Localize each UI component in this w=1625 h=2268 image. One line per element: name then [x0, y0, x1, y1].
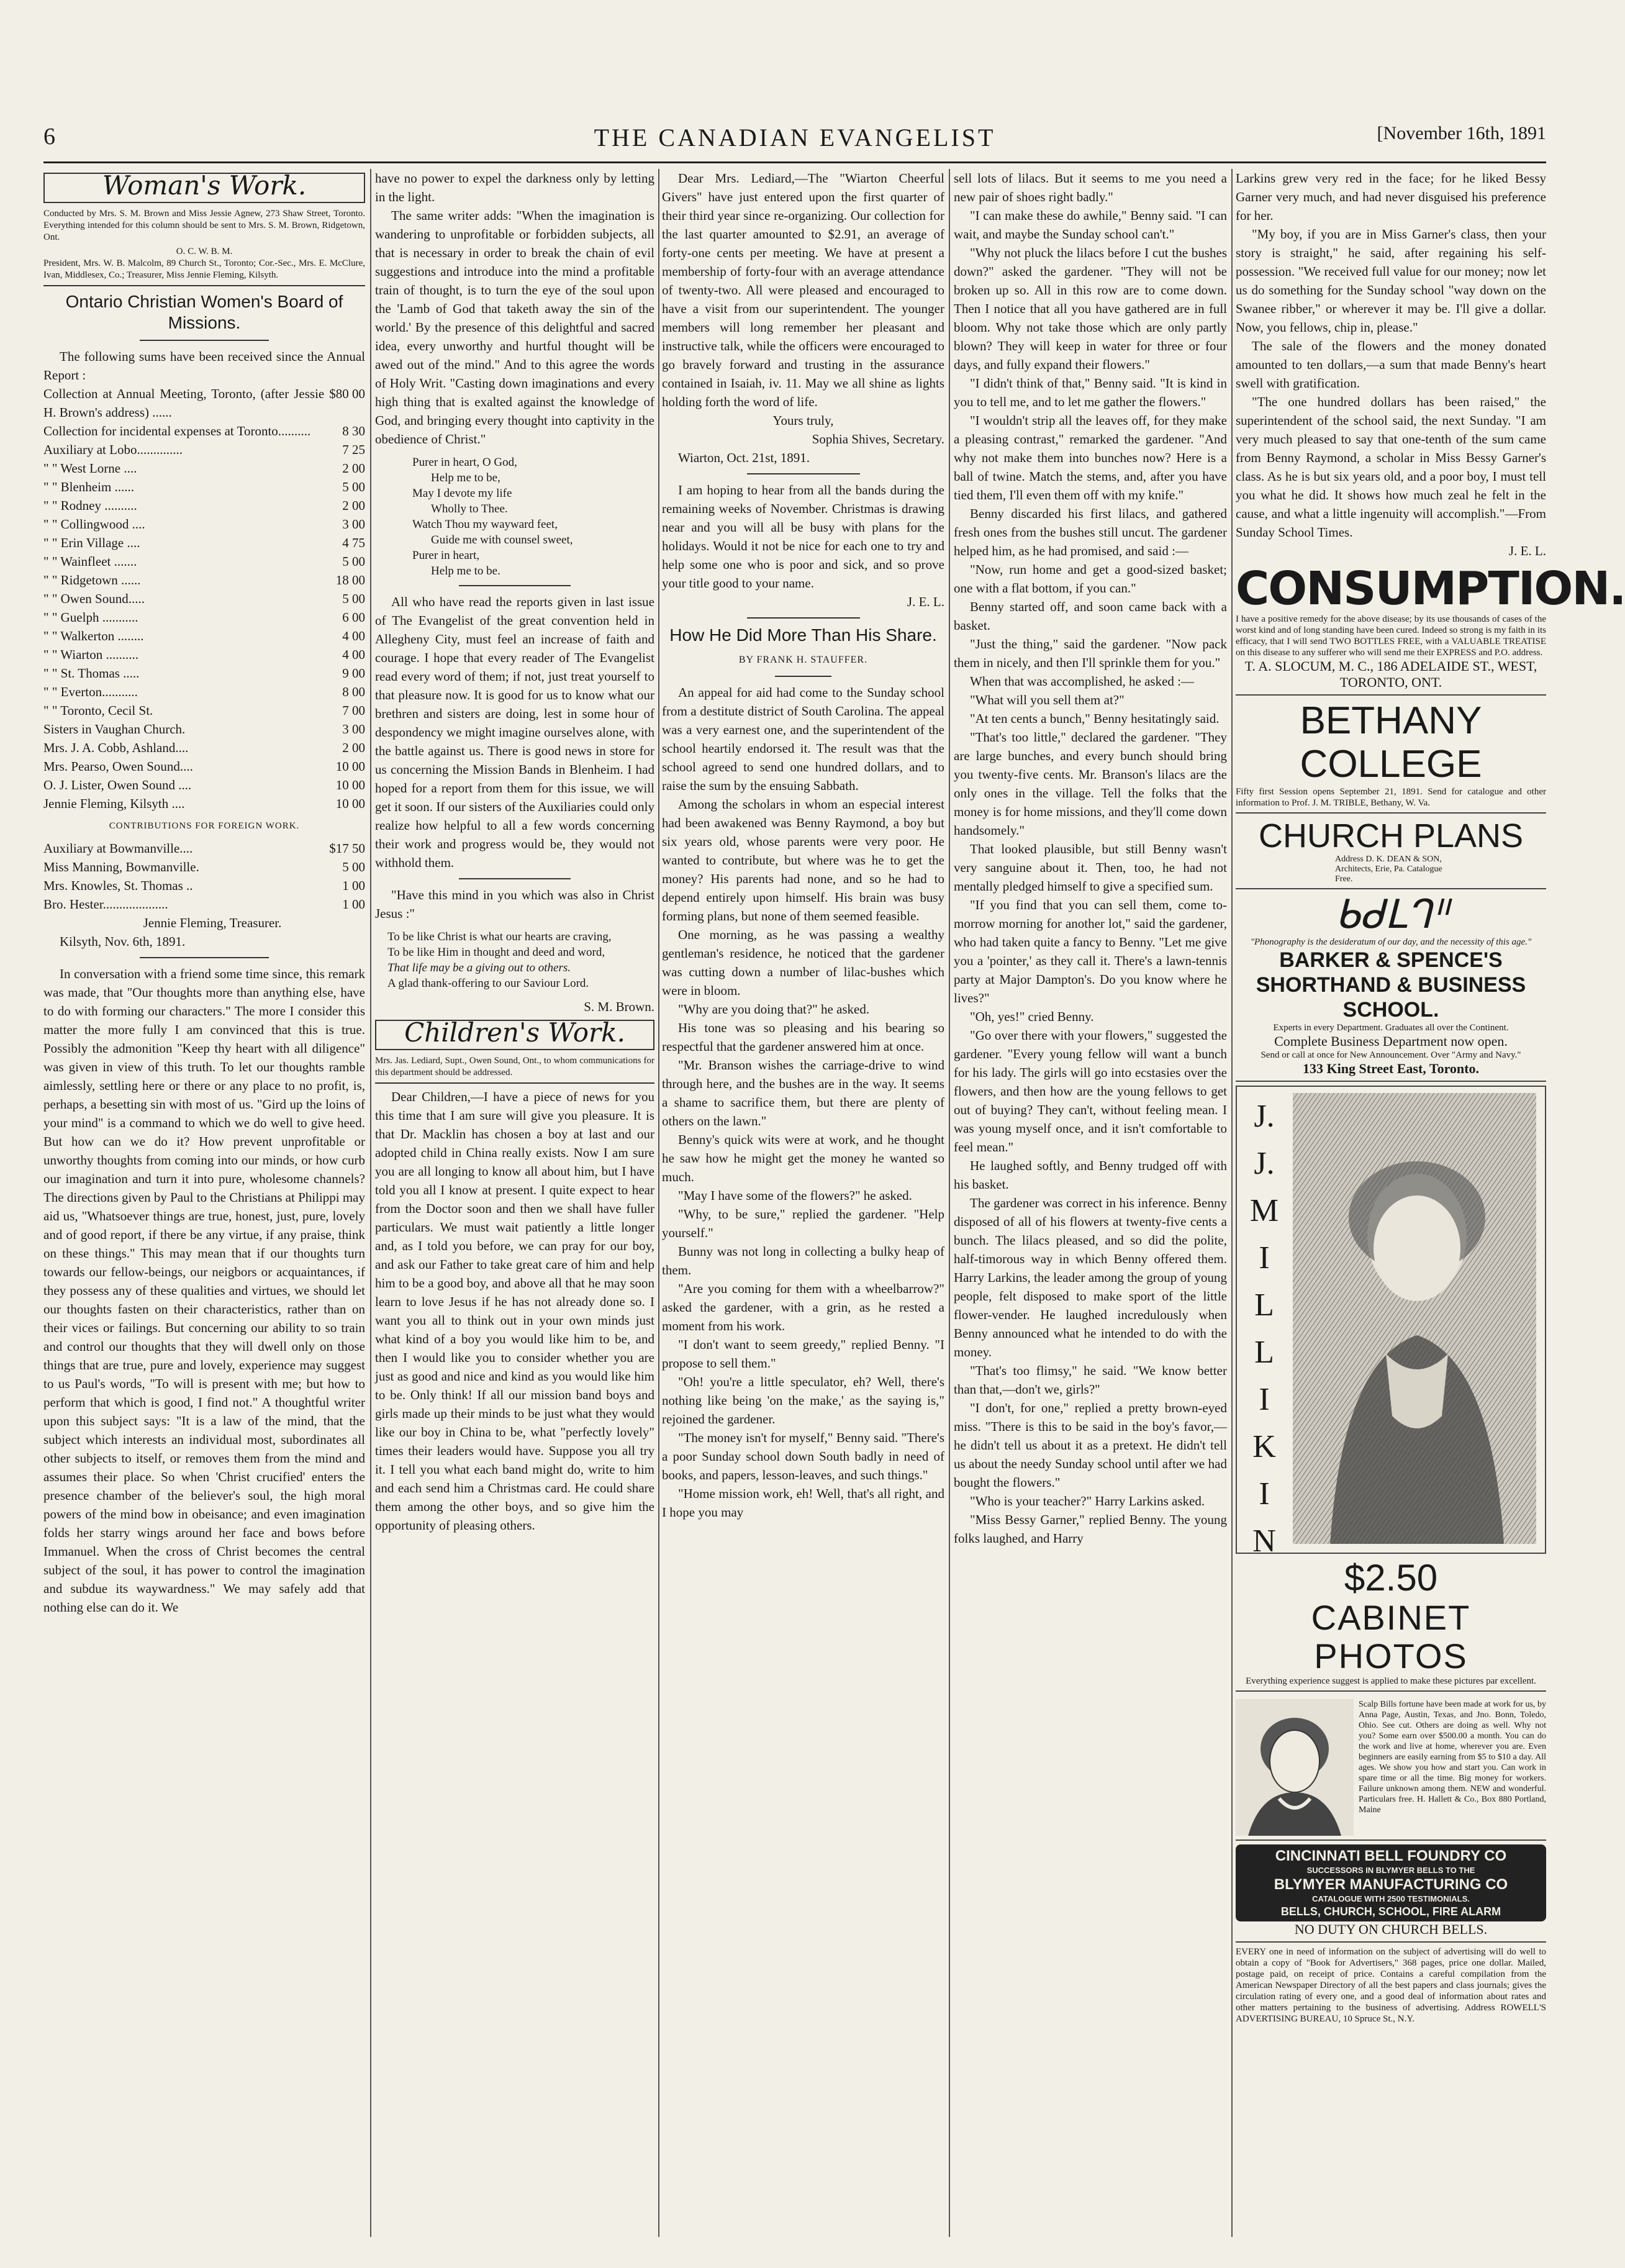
ad-headline: SHORTHAND & BUSINESS SCHOOL. [1256, 973, 1526, 1022]
story-paragraph: sell lots of lilacs. But it seems to me you need a new pair of shoes right badly." [954, 171, 1227, 204]
ad-headline: CINCINNATI BELL FOUNDRY CO [1275, 1848, 1507, 1864]
poem-line: Help me to be, [431, 471, 500, 484]
receipt-row [43, 720, 365, 738]
receipt-row [43, 776, 365, 794]
ad-headline: CABINET PHOTOS [1311, 1598, 1471, 1676]
receipt-amount: 10 00 [335, 796, 365, 811]
ad-headline: BETHANY COLLEGE [1300, 699, 1482, 786]
receipt-amount: 10 00 [335, 778, 365, 792]
receipt-row [43, 384, 365, 422]
receipt-amount: 18 00 [335, 573, 365, 587]
name-letter: I [1259, 1382, 1270, 1417]
story-paragraph: "I wouldn't strip all the leaves off, for they make a pleasing contrast," remarked the gardener. "And why not make them into bunches now? Here is a ball of twine. Match the stems, and, after you have tied them, I'll even them off with my knife." [954, 413, 1227, 502]
poem-line: May I devote my life [412, 487, 512, 500]
poem-line: Help me to be. [431, 565, 500, 578]
story-paragraph: Among the scholars in whom an especial interest had been awakened was Benny Raymond, a boy but six years old, whose parents were very poor. He wanted to contribute, but where was he to get the money? His parents had none, and so he had to depend entirely upon himself. His brain was busy forming plans, but none of them seemed feasible. [662, 797, 944, 923]
receipt-label: " " Walkerton ........ [43, 628, 144, 643]
receipt-amount: 8 30 [342, 424, 365, 438]
story-paragraph: "Are you coming for them with a wheelbarrow?" asked the gardener, with a grin, as he rested a moment from his work. [662, 1281, 944, 1333]
poem-line: A glad thank-offering to our Saviour Lord. [387, 977, 589, 990]
receipt-row [43, 738, 365, 757]
column-1 [43, 169, 365, 2237]
page-number: 6 [43, 124, 55, 150]
board-title: Ontario Christian Women's Board of Missions. [65, 292, 343, 332]
officers-note: President, Mrs. W. B. Malcolm, 89 Church St., Toronto; Cor.-Sec., Mrs. E. McClure, Ivan, Middlesex, Co.; Treasurer, Miss Jennie Fleming, Kilsyth. [43, 258, 365, 280]
ad-headline: CHURCH PLANS [1258, 817, 1524, 855]
newspaper-title: THE CANADIAN EVANGELIST [594, 124, 996, 152]
receipt-label: Sisters in Vaughan Church. [43, 722, 186, 737]
woman-portrait-image [1236, 1699, 1354, 1836]
ad-body: CATALOGUE WITH 2500 TESTIMONIALS. [1312, 1894, 1470, 1903]
receipt-amount: 7 00 [342, 703, 365, 718]
column-divider [370, 169, 371, 2237]
receipt-label: " " Rodney .......... [43, 498, 137, 513]
receipt-amount: 4 00 [342, 628, 365, 643]
receipt-row [43, 794, 365, 813]
story-paragraph: "That's too flimsy," he said. "We know better than that,—don't we, girls?" [954, 1363, 1227, 1397]
conducted-note: Conducted by Mrs. S. M. Brown and Miss Jessie Agnew, 273 Shaw Street, Toronto. Everything intended for this column should be sent to Mrs. S. M. Brown, Ridgetown, Ont. [43, 209, 365, 242]
name-letter: K [1252, 1429, 1276, 1464]
receipt-label: " " Guelph ........... [43, 610, 138, 625]
column-divider [949, 169, 950, 2237]
receipt-label: " " Everton........... [43, 684, 138, 699]
receipt-label: " " Wiarton .......... [43, 647, 138, 662]
ad-body: Fifty first Session opens September 21, 1891. Send for catalogue and other information to Prof. J. M. TRIBLE, Bethany, W. Va. [1236, 787, 1546, 808]
receipt-label: Auxiliary at Lobo.............. [43, 442, 183, 457]
story-paragraph: "Why, to be sure," replied the gardener. "Help yourself." [662, 1207, 944, 1240]
receipt-amount: 8 00 [342, 684, 365, 699]
letter-date: Wiarton, Oct. 21st, 1891. [678, 450, 810, 465]
receipt-label: Collection at Annual Meeting, Toronto, (after Jessie H. Brown's address) ...... [43, 386, 325, 420]
ad-body: NO DUTY ON CHURCH BELLS. [1294, 1921, 1488, 1937]
article-paragraph: have no power to expel the darkness only by letting in the light. [375, 171, 654, 204]
receipt-label: Miss Manning, Bowmanville. [43, 860, 199, 874]
name-letter: M [1249, 1193, 1279, 1228]
article-paragraph: In conversation with a friend some time since, this remark was made, that "Our thoughts more than anything else, have to do with forming our characters." The more I consider this matter the more fully I am convinced that this is true. Possibly the admonition "Keep thy heart with all diligence" was given in view of this truth. To let our thoughts ramble aimlessly, settling here or there or any place to no profit, is, perhaps, a besetting sin with most of us. "Gird up the loins of your mind" is a command to which we do well to give heed. But how can we do it? How prevent unprofitable or unworthy thoughts from coming into our minds, or how curb our imagination and turn it into pure, wholesome channels? The directions given by Paul to the Christians at Philippi may aid us, "Whatsoever things are true, honest, just, pure, lovely and of good report, if there be any virtue, if any praise, think on these things." This may mean that if our thoughts turn towards our fellow-beings, our neigbors or acquaintances, if they possess any of these qualities and virtues, we should let our thoughts fasten on their characteristics, rather than on their vices or failings. But concerning our ability to so train and control our thoughts that they will dwell only on those things that are true, pure and lovely, experience may suggest to us Paul's words, "To will is present with me; but how to perform that which is good, I find not." A thoughtful writer upon this subject says: "It is a law of the mind, that the subject which interests an individual most, subordinates all other subjects to itself, or removes them from the mind and assumes their place. So when 'Christ crucified' enters the presence chamber of the believer's soul, the high moral powers of the mind bow in obeisance; and even imagination folds her starry wings around her face and bows before Immanuel. When the cross of Christ becomes the central subject of the soul, it has power to control the imagination and subdue its waywardness." We may safely add that nothing else can do it. We [43, 966, 365, 1615]
ad-headline: BLYMYER MANUFACTURING CO [1274, 1876, 1508, 1893]
ad-headline: BARKER & SPENCE'S [1279, 948, 1503, 972]
ad-quote: "Phonography is the desideratum of our day, and the necessity of this age." [1250, 937, 1532, 947]
ad-body: Address D. K. DEAN & SON, Architects, Erie, Pa. Catalogue Free. [1335, 855, 1442, 884]
poem [375, 929, 654, 991]
letter-closing: Yours truly, [772, 413, 834, 428]
receipt-amount: 4 75 [342, 535, 365, 550]
receipt-amount: 3 00 [342, 517, 365, 532]
poem-line: Guide me with counsel sweet, [431, 533, 573, 547]
story-paragraph: "That's too little," declared the gardener. "They are large bunches, and every bunch should bring you twenty-five cents. Mr. Branson's lilacs are the only ones in the village. Tell the folks that the money is for home missions, and they'll come down handsomely." [954, 730, 1227, 838]
poem-line: That life may be a giving out to others. [387, 961, 571, 974]
receipt-label: Mrs. Pearso, Owen Sound.... [43, 759, 193, 774]
receipt-amount: 9 00 [342, 666, 365, 681]
name-letter: I [1259, 1476, 1270, 1512]
ad-body: I have a positive remedy for the above disease; by its use thousands of cases of the worst kind and of long standing have been cured. Indeed so strong is my faith in its efficacy, that I will send TWO BOTTLES FREE, with a VALUABLE TREATISE on this disease to any sufferer who will send me their EXPRESS and P.O. address. [1236, 614, 1546, 658]
advertising-bureau-ad: EVERY one in need of information on the subject of advertising will do well to obtain a copy of "Book for Advertisers," 368 pages, price one dollar. Mailed, postage paid, on receipt of price. Contains a careful compilation from the American Newspaper Directory of all the best papers and class journals; gives the circulation rating of every one, and a good deal of information about rates and other matters pertaining to the business of advertising. Address ROWELL'S ADVERTISING BUREAU, 10 Spruce St., N.Y. [1236, 1947, 1546, 2024]
receipt-label: " " West Lorne .... [43, 461, 137, 476]
receipt-label: O. J. Lister, Owen Sound .... [43, 778, 192, 792]
receipt-label: " " Owen Sound..... [43, 591, 145, 606]
story-paragraph: One morning, as he was passing a wealthy gentleman's residence, he noticed that the gardener was cutting down a number of lilac-bushes which were in bloom. [662, 927, 944, 998]
hallett-ad [1236, 1692, 1546, 1841]
name-letter: I [1259, 1240, 1270, 1276]
vertical-name [1246, 1093, 1283, 1565]
receipt-row [43, 533, 365, 552]
receipt-label: Mrs. J. A. Cobb, Ashland.... [43, 740, 189, 755]
receipts-intro: The following sums have been received since the Annual Report : [43, 349, 365, 383]
story-paragraph: That looked plausible, but still Benny wasn't very sanguine about it. Then, too, he had not mentally pledged himself to give a specified sum. [954, 841, 1227, 894]
ad-body: Everything experience suggest is applied to make these pictures par excellent. [1246, 1676, 1536, 1686]
receipt-amount: 2 00 [342, 461, 365, 476]
header-rule [43, 161, 1546, 163]
ad-address: 133 King Street East, Toronto. [1303, 1061, 1479, 1076]
story-paragraph: "Just the thing," said the gardener. "Now pack them in nicely, and then I'll sprinkle them for you." [954, 637, 1227, 670]
ad-body: Complete Business Department now open. [1274, 1033, 1508, 1049]
issue-date: [November 16th, 1891 [1377, 123, 1546, 143]
receipt-row [43, 876, 365, 895]
story-paragraph: "I don't want to seem greedy," replied Benny. "I propose to sell them." [662, 1337, 944, 1371]
receipt-label: " " Blenheim ...... [43, 479, 135, 494]
receipt-amount: 3 00 [342, 722, 365, 737]
story-paragraph: An appeal for aid had come to the Sunday school from a destitute district of South Carolina. The appeal was a very earnest one, and the superintendent of the school heartily endorsed it. The result was that the school agreed to send one hundred dollars, and to raise the sum by the ensuing Sabbath. [662, 685, 944, 793]
foreign-contributions-list [43, 839, 365, 914]
article-paragraph: All who have read the reports given in last issue of The Evangelist of the great convention held in Allegheny City, must feel an increase of faith and courage. I hope that every reader of The Evangelist read every word of them; if not, just treat yourself to that pleasure now. It is good for us to know what our brethren and sisters are doing, lest in some hour of despondency we might imagine ourselves alone, with the battle against us. There is good news in store for us concerning the Mission Bands in Blenheim. I had hoped for a report from them for this issue, we will get it soon. If our sisters of the Auxiliaries could only realize how helpful to all a few words concerning their work and progress would be, they would not withhold them. [375, 594, 654, 870]
receipt-amount: 2 00 [342, 498, 365, 513]
receipt-row [43, 683, 365, 701]
poem-line: To be like Christ is what our hearts are craving, [387, 930, 612, 943]
story-paragraph: "Miss Bessy Garner," replied Benny. The young folks laughed, and Harry [954, 1512, 1227, 1546]
receipt-row [43, 459, 365, 478]
childrens-work-heading [375, 1017, 654, 1050]
receipt-amount: 6 00 [342, 610, 365, 625]
receipt-amount: $80 00 [329, 386, 365, 401]
receipt-label: " " Ridgetown ...... [43, 573, 141, 587]
story-title: How He Did More Than His Share. [669, 625, 937, 645]
author-signature: S. M. Brown. [584, 999, 654, 1014]
receipt-row [43, 627, 365, 645]
story-paragraph: Larkins grew very red in the face; for he liked Bessy Garner very much, and had never disguised his preference for her. [1236, 171, 1546, 223]
treasurer-signature: Jennie Fleming, Treasurer. [143, 915, 282, 930]
consumption-ad [1236, 560, 1625, 696]
story-text [662, 683, 944, 1522]
receipt-label: Auxiliary at Bowmanville.... [43, 841, 193, 856]
story-paragraph: "I can make these do awhile," Benny said. "I can wait, and maybe the Sunday school can't." [954, 208, 1227, 242]
department-note: Mrs. Jas. Lediard, Supt., Owen Sound, Ont., to whom communications for this department should be addressed. [375, 1056, 654, 1077]
author-initials: J. E. L. [1508, 543, 1546, 558]
column-3 [662, 169, 944, 2237]
letter-paragraph: Dear Mrs. Lediard,—The "Wiarton Cheerful Givers" have just entered upon the first quarter of their third year since re-organizing. Our collection for the last quarter amounted to $2.91, an average of forty-one cents per meeting. We have at present a membership of forty-four with an average attendance of twenty-two. All were pleased and encouraged to have a visit from our superintendent. The younger members will long remember her pleasant and instructive talk, while the officers were encouraged to go bravely forward and trusting in the assurance contained in Isaiah, iv. 11. May we all shine as lights holding forth the word of life. [662, 171, 944, 409]
receipt-row [43, 701, 365, 720]
story-paragraph: "May I have some of the flowers?" he asked. [678, 1188, 912, 1203]
receipt-row [43, 422, 365, 440]
story-paragraph: "Go over there with your flowers," suggested the gardener. "Every young fellow will want a bunch for his lady. The girls will go into ecstasies over the flowers, and then how are the young fellows to get out of buying? They can't, without feeling mean. I was young myself once, and it isn't comfortable to feel mean." [954, 1028, 1227, 1154]
bell-foundry-ad [1236, 1841, 1546, 1943]
department-title: Children's Work. [404, 1017, 625, 1048]
engraved-portrait-image [1293, 1093, 1536, 1544]
receipt-amount: 5 00 [342, 591, 365, 606]
ad-body: Experts in every Department. Graduates all over the Continent. [1273, 1023, 1509, 1033]
ad-body: Send or call at once for New Announcement. Over "Army and Navy." [1261, 1050, 1521, 1060]
ad-body: SUCCESSORS IN BLYMYER BELLS TO THE [1306, 1866, 1475, 1875]
story-paragraph: "What will you sell them at?" [970, 692, 1125, 707]
column-divider [1231, 169, 1233, 2237]
story-paragraph: His tone was so pleasing and his bearing so respectful that the gardener answered him at once. [662, 1020, 944, 1054]
story-paragraph: "Oh, yes!" cried Benny. [970, 1009, 1094, 1024]
receipt-row [43, 664, 365, 683]
receipt-label: " " Erin Village .... [43, 535, 140, 550]
page-header [43, 123, 1546, 159]
name-letter: J. [1254, 1146, 1275, 1181]
shorthand-sample: ᑲᑯᒪᒉᐦ [1334, 892, 1447, 937]
story-paragraph: "I didn't think of that," Benny said. "It is kind in you to tell me, and to let me gather the flowers." [954, 376, 1227, 409]
story-paragraph: The sale of the flowers and the money donated amounted to ten dollars,—a sum that made Benny's heart swell with gratification. [1236, 338, 1546, 391]
author-initials: J. E. L. [907, 594, 944, 609]
article-paragraph: "Have this mind in you which was also in Christ Jesus :" [375, 887, 654, 921]
ad-body: Scalp Bills fortune have been made at work for us, by Anna Page, Austin, Texas, and Jno. Bonn, Toledo, Ohio. See cut. Others are doing as well. Why not you? Some earn over $500.00 a month. You can do the work and live at home, wherever you are. Even beginners are easily earning from $5 to $10 a day. All ages. We show you how and start you. Can work in spare time or all the time. Big money for workers. Failure unknown among them. NEW and wonderful. Particulars free. H. Hallett & Co., Box 880 Portland, Maine [1359, 1700, 1546, 1815]
story-paragraph: "My boy, if you are in Miss Garner's class, then your story is straight," he said, after regaining his self-possession. "We received full value for our money; now let us do something for the Sunday school "way down on the Swanee ribber," or wherever it may be. I'll give a dollar. Now, you fellows, chip in, please." [1236, 227, 1546, 335]
story-paragraph: "At ten cents a bunch," Benny hesitatingly said. [970, 711, 1220, 726]
place-date: Kilsyth, Nov. 6th, 1891. [60, 934, 186, 949]
column-2 [375, 169, 654, 2237]
story-paragraph: "Home mission work, eh! Well, that's all right, and I hope you may [662, 1486, 944, 1520]
receipts-list [43, 384, 365, 813]
department-title: Woman's Work. [102, 170, 307, 201]
receipt-row [43, 589, 365, 608]
story-text [954, 169, 1227, 1548]
ad-headline: CONSUMPTION. [1236, 562, 1625, 615]
story-paragraph: "Now, run home and get a good-sized basket; one with a flat bottom, if you can." [954, 562, 1227, 596]
ad-price: $2.50 [1344, 1557, 1438, 1599]
story-paragraph: "The money isn't for myself," Benny said. "There's a poor Sunday school down South badly in need of books, and papers, lesson-leaves, and such things." [662, 1430, 944, 1482]
receipt-amount: 5 00 [342, 554, 365, 569]
ad-address: T. A. SLOCUM, M. C., 186 ADELAIDE ST., WEST, TORONTO, ONT. [1244, 658, 1537, 690]
story-paragraph: Benny's quick wits were at work, and he thought he saw how he might get the money he wanted so much. [662, 1132, 944, 1184]
story-paragraph: When that was accomplished, he asked :— [970, 674, 1194, 689]
receipt-row [43, 440, 365, 459]
foreign-work-heading: CONTRIBUTIONS FOR FOREIGN WORK. [109, 821, 300, 831]
column-divider [658, 169, 659, 2237]
receipt-label: " " Toronto, Cecil St. [43, 703, 153, 718]
name-letter: J. [1254, 1099, 1275, 1134]
poem-line: Watch Thou my wayward feet, [412, 518, 558, 531]
story-paragraph: Bunny was not long in collecting a bulky heap of them. [662, 1244, 944, 1277]
story-paragraph: "I don't, for one," replied a pretty brown-eyed miss. "There is this to be said in the boy's favor,—he didn't tell us about it as a pretext. He didn't tell us about the needy Sunday school until after we had bought the flowers." [954, 1400, 1227, 1490]
receipt-label: " " Collingwood .... [43, 517, 145, 532]
story-paragraph: Benny started off, and soon came back with a basket. [954, 599, 1227, 633]
story-paragraph: Benny discarded his first lilacs, and gathered fresh ones from the bushes still uncut. The gardener helped him, as he had promised, and said :— [954, 506, 1227, 558]
poem-line: To be like Him in thought and deed and word, [387, 946, 605, 959]
article-paragraph: I am hoping to hear from all the bands during the remaining weeks of November. Christmas is drawing near and you will all be busy with plans for the holidays. Would it not be nice for each one to try and help some one who is poor and sick, and so prove your title good to your name. [662, 483, 944, 591]
receipt-label: Collection for incidental expenses at Toronto.......... [43, 424, 311, 438]
receipt-row [43, 571, 365, 589]
receipt-amount: $17 50 [329, 841, 365, 856]
column-4 [954, 169, 1227, 2237]
receipt-row [43, 496, 365, 515]
story-paragraph: "Oh! you're a little speculator, eh? Well, there's nothing like being 'on the make,' as the saying is," rejoined the gardener. [662, 1374, 944, 1427]
bethany-college-ad [1236, 696, 1546, 814]
poem-line: Wholly to Thee. [431, 502, 508, 515]
shorthand-school-ad [1236, 889, 1546, 1082]
poem [375, 455, 654, 579]
receipt-amount: 5 00 [342, 860, 365, 874]
church-plans-ad [1236, 814, 1546, 889]
milliken-photo-ad [1236, 1086, 1546, 1559]
letter-signature: Sophia Shives, Secretary. [812, 432, 944, 447]
receipt-label: Jennie Fleming, Kilsyth .... [43, 796, 185, 811]
receipt-amount: 2 00 [342, 740, 365, 755]
name-letter: L [1254, 1287, 1274, 1323]
receipt-amount: 1 00 [342, 878, 365, 893]
column-5 [1236, 169, 1625, 2237]
cabinet-photos-ad [1236, 1554, 1546, 1692]
receipt-amount: 7 25 [342, 442, 365, 457]
story-byline: BY FRANK H. STAUFFER. [738, 655, 868, 665]
name-letter: N [1252, 1523, 1276, 1559]
receipt-row [43, 515, 365, 533]
article-paragraph: The same writer adds: "When the imagination is wandering to unprofitable or forbidden subjects, all that is necessary in order to break the chain of evil suggestions and introduce into the mind a profitable train of thought, is to turn the eye of the soul upon the 'Lamb of God that taketh away the sin of the world.' By the presence of this delightful and sacred idea, every unworthy and hurtful thought will be awed out of the mind." And to this agree the words of Holy Writ. "Casting down imaginations and every high thing that is exalted against the knowledge of God, and bringing every thought into captivity in the obedience of Christ." [375, 208, 654, 447]
receipt-amount: 1 00 [342, 897, 365, 912]
poem-line: Purer in heart, O God, [412, 456, 517, 469]
receipt-row [43, 858, 365, 876]
ocwbm-label: O. C. W. B. M. [176, 247, 233, 256]
receipt-row [43, 608, 365, 627]
story-text [1236, 169, 1546, 542]
receipt-row [43, 478, 365, 496]
receipt-amount: 4 00 [342, 647, 365, 662]
story-paragraph: The gardener was correct in his inference. Benny disposed of all of his flowers at twenty-five cents a bunch. The lilacs pleased, and so did the polite, half-timorous way in which Benny offered them. Harry Larkins, the leader among the group of young people, felt disposed to make sport of the little flower-vender. He laughed incredulously when Benny announced what he intended to do with the money. [954, 1195, 1227, 1359]
ad-body: BELLS, CHURCH, SCHOOL, FIRE ALARM [1280, 1905, 1501, 1918]
story-paragraph: "Why are you doing that?" he asked. [678, 1002, 870, 1017]
story-paragraph: "If you find that you can sell them, come to-morrow morning for another lot," said the gardener, who had taken quite a fancy to Benny. "Let me give you a 'pointer,' as they call it. There's a lawn-tennis party at Major Dampton's. Do you know where he lives?" [954, 897, 1227, 1005]
name-letter: L [1254, 1335, 1274, 1370]
receipt-amount: 5 00 [342, 479, 365, 494]
receipt-label: " " St. Thomas ..... [43, 666, 140, 681]
receipt-label: Bro. Hester.................... [43, 897, 168, 912]
story-paragraph: "Mr. Branson wishes the carriage-drive to wind through here, and the bushes are in the way. It seems a shame to sacrifice them, but there are plenty of others on the lawn." [662, 1058, 944, 1128]
poem-line: Purer in heart, [412, 549, 480, 562]
receipt-label: " " Wainfleet ....... [43, 554, 137, 569]
article-paragraph: Dear Children,—I have a piece of news for you this time that I am sure will give you pleasure. It is that Dr. Macklin has chosen a boy at last and our adopted child in China really exists. Now I am sure you are all longing to know all about him, but I have told you all I know at present. I quite expect to hear from the Doctor soon and then we shall have fuller particulars. We must wait patiently a little longer and, as I told you before, we can pray for our boy, and ask our Father to take great care of him and help him to be a good boy, and above all that he may soon learn to love Jesus if he has not already done so. I want you all to think out in your own minds just what kind of a boy you would like him to be, and then I would like you to consider whether you are just as good and nice and kind as you would like him to be. Only think! If all our mission band boys and girls made up their minds to be just what they would like our boy in China to be, what "perfectly lovely" times their leaders would have. Suppose you all try it. I tell you what each band might do, write to him and each send him a Christmas card. He could share them among the other boys, and so give him the opportunity of pleasing others. [375, 1089, 654, 1533]
story-paragraph: He laughed softly, and Benny trudged off with his basket. [954, 1158, 1227, 1192]
story-paragraph: "Why not pluck the lilacs before I cut the bushes down?" asked the gardener. "They will not be broken up so. All in this row are to come down. Then I notice that all you have gathered are in full bloom. Why not take those which are only partly blown? They will keep in water for three or four days, and fully expand their flowers." [954, 245, 1227, 372]
receipt-row [43, 552, 365, 571]
receipt-row [43, 757, 365, 776]
receipt-row [43, 839, 365, 858]
story-paragraph: "Who is your teacher?" Harry Larkins asked. [970, 1494, 1205, 1508]
receipt-row [43, 645, 365, 664]
receipt-label: Mrs. Knowles, St. Thomas .. [43, 878, 193, 893]
receipt-row [43, 895, 365, 914]
receipt-amount: 10 00 [335, 759, 365, 774]
womans-work-heading [43, 170, 365, 203]
story-paragraph: "The one hundred dollars has been raised," the superintendent of the school said, the next Sunday. "I am very much pleased to say that one-tenth of the sum came from Benny Raymond, a scholar in Miss Bessy Garner's class. As he is but six years old, and a poor boy, I must tell you what he did. It shows how much zeal he felt in the cause, and what a little ingenuity will accomplish."—From Sunday School Times. [1236, 394, 1546, 540]
